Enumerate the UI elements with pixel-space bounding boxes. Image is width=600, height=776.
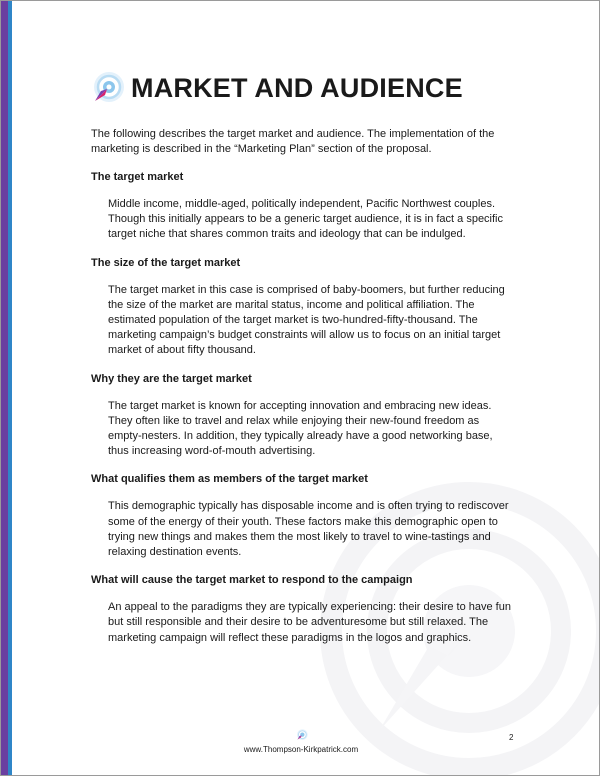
document-body: [91, 127, 511, 646]
section-heading: The target market: [91, 171, 184, 183]
footer-website-link[interactable]: www.Thompson-Kirkpatrick.com: [243, 745, 359, 754]
section-body: The target market is known for accepting innovation and embracing new ideas. They often like to travel and relax while enjoying their new-found freedom as empty-nesters. In addition, they typically already have a good networking base, thus increasing word-of-mouth advertising.: [108, 399, 493, 458]
section-body: An appeal to the paradigms they are typically experiencing: their desire to have fun but still responsible and their desire to be adventuresome but still relaxed. The marketing campaign will reflect these paradigms in the logos and graphics.: [108, 601, 511, 644]
section-body: Middle income, middle-aged, politically independent, Pacific Northwest couples. Though this initially appears to be a generic target audience, it is in fact a specific target niche that shares common traits and ideology that can be indulged.: [108, 198, 504, 241]
side-accent-bar-purple: [1, 1, 8, 775]
target-arrow-icon: [91, 71, 125, 105]
section-body: The target market in this case is comprised of baby-boomers, but further reducing the size of the market are marital status, income and political affiliation. The estimated population of the target market is two-hundred-fifty-thousand. The marketing campaign’s budget constraints will allow us to focus on an initial target market of about fifty thousand.: [108, 283, 505, 357]
side-accent-bar-blue: [8, 1, 12, 775]
section-heading: What qualifies them as members of the target market: [91, 473, 368, 486]
page-number: 2: [509, 733, 514, 742]
page-title: MARKET AND AUDIENCE: [131, 73, 463, 103]
section-heading: What will cause the target market to respond to the campaign: [91, 574, 413, 587]
target-arrow-icon: [296, 729, 308, 741]
intro-paragraph: The following describes the target market and audience. The implementation of the marketing is described in the “Marketing Plan” section of the proposal.: [91, 128, 495, 155]
section-heading: Why they are the target market: [91, 372, 252, 385]
section-body: This demographic typically has disposable income and is often trying to rediscover some of the energy of their youth. These factors make this demographic open to trying new things and makes them the most likely to travel to wine-tastings and relaxing destination events.: [108, 500, 509, 559]
section-heading: The size of the target market: [91, 256, 241, 269]
